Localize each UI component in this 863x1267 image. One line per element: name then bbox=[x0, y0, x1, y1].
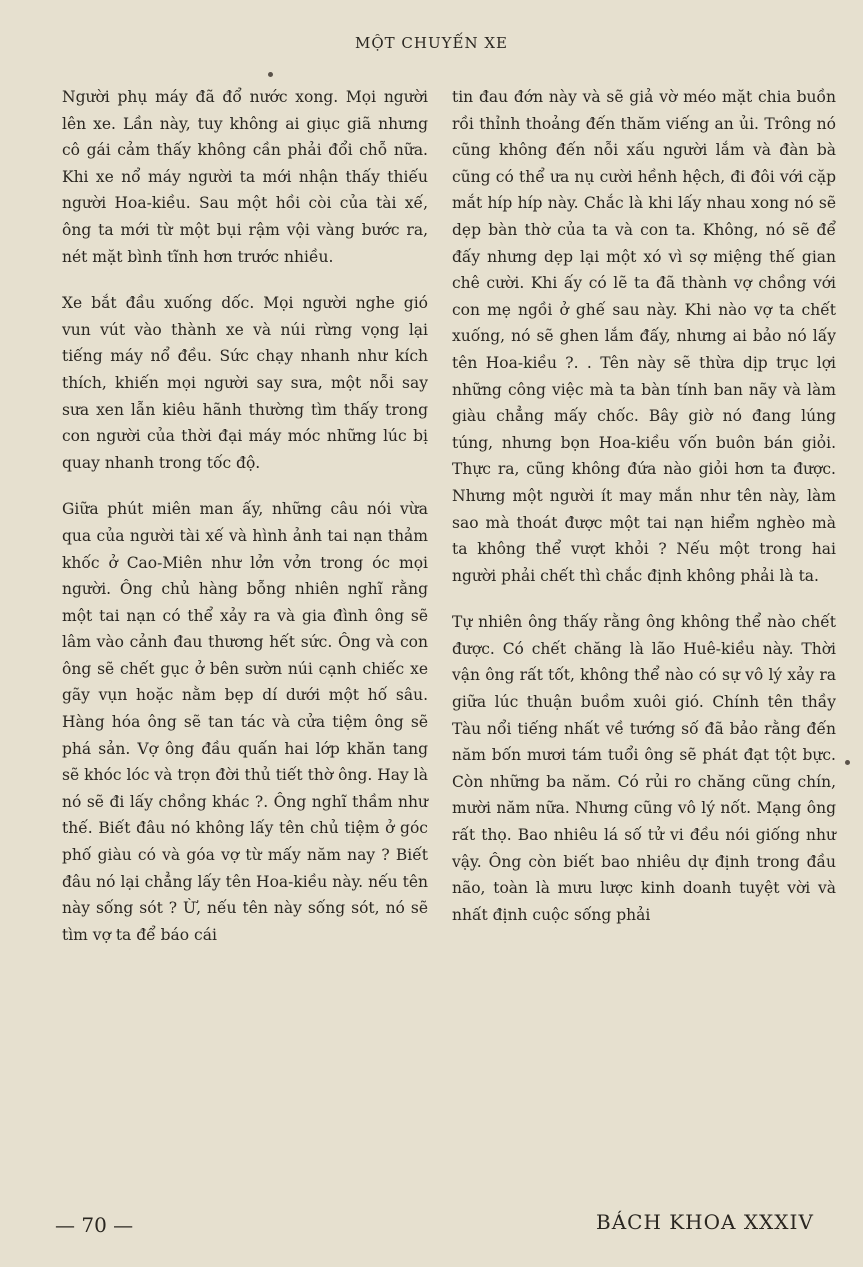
page-number: — 70 — bbox=[55, 1213, 134, 1237]
paragraph: Xe bắt đầu xuống dốc. Mọi người nghe gió vun vút vào thành xe và núi rừng vọng lại tiếng máy nổ đều. Sức chạy nhanh như kích thích, khiến mọi người say sưa, một nỗi say sưa xen lẫn kiêu hãnh thường tìm thấy trong con người của thời đại máy móc những lúc bị quay nhanh trong tốc độ. bbox=[62, 294, 428, 472]
journal-name: BÁCH KHOA XXXIV bbox=[596, 1210, 814, 1234]
print-speck bbox=[845, 760, 850, 765]
paragraph: Giữa phút miên man ấy, những câu nói vừa qua của người tài xế và hình ảnh tai nạn thảm khốc ở Cao-Miên như lởn vởn trong óc mọi người. Ông chủ hàng bỗng nhiên nghĩ rằng một tai nạn có thể xảy ra và gia đình ông sẽ lâm vào cảnh đau thương hết sức. Ông và con ông sẽ chết gục ở bên sườn núi cạnh chiếc xe gãy vụn hoặc nằm bẹp dí dưới một hố sâu. Hàng hóa ông sẽ tan tác và cửa tiệm ông sẽ phá sản. Vợ ông đầu quấn hai lớp khăn tang sẽ khóc lóc và trọn đời thủ tiết thờ ông. Hay là nó sẽ đi lấy chồng khác ?. Ông nghĩ thầm như thế. Biết đâu nó không lấy tên chủ tiệm ở góc phố giàu có và góa vợ từ mấy năm nay ? Biết đâu nó lại chẳng lấy tên Hoa-kiều này. nếu tên này sống sót ? Ừ, nếu tên này sống sót, nó sẽ tìm vợ ta để báo cái bbox=[62, 500, 428, 944]
running-title: MỘT CHUYẾN XE bbox=[354, 34, 508, 52]
paragraph: tin đau đớn này và sẽ giả vờ méo mặt chia buồn rồi thỉnh thoảng đến thăm viếng an ủi. Trông nó cũng không đến nỗi xấu người lắm và đàn bà cũng có thể ưa nụ cười hềnh hệch, đi đôi với cặp mắt híp híp này. Chắc là khi lấy nhau xong nó sẽ dẹp bàn thờ của ta và con ta. Không, nó sẽ để đấy nhưng dẹp lại một xó vì sợ miệng thế gian chê cười. Khi ấy có lẽ ta đã thành vợ chồng với con mẹ ngồi ở ghế sau này. Khi nào vợ ta chết xuống, nó sẽ ghen lắm đấy, nhưng ai bảo nó lấy tên Hoa-kiều ?. . Tên này sẽ thừa dịp trục lợi những công việc mà ta bàn tính ban nãy và làm giàu chẳng mấy chốc. Bây giờ nó đang lúng túng, nhưng bọn Hoa-kiều vốn buôn bán giỏi. Thực ra, cũng không đứa nào giỏi hơn ta được. Nhưng một người ít may mắn như tên này, làm sao mà thoát được một tai nạn hiểm nghèo mà ta không thể vượt khỏi ? Nếu một trong hai người phải chết thì chắc định không phải là ta. bbox=[452, 88, 836, 585]
print-speck bbox=[268, 72, 273, 77]
left-column bbox=[62, 84, 428, 948]
paragraph: Người phụ máy đã đổ nước xong. Mọi người lên xe. Lần này, tuy không ai giục giã nhưng cô gái cảm thấy không cần phải đổi chỗ nữa. Khi xe nổ máy người ta mới nhận thấy thiếu người Hoa-kiều. Sau một hồi còi của tài xế, ông ta mới từ một bụi rậm vội vàng bước ra, nét mặt bình tĩnh hơn trước nhiều. bbox=[62, 88, 428, 266]
right-column bbox=[452, 84, 836, 928]
paragraph: Tự nhiên ông thấy rằng ông không thể nào chết được. Có chết chăng là lão Huê-kiều này. Thời vận ông rất tốt, không thể nào có sự vô lý xảy ra giữa lúc thuận buồm xuôi gió. Chính tên thầy Tàu nổi tiếng nhất về tướng số đã bảo rằng đến năm bốn mươi tám tuổi ông sẽ phát đạt tột bực. Còn những ba năm. Có rủi ro chăng cũng chín, mười năm nữa. Nhưng cũng vô lý nốt. Mạng ông rất thọ. Bao nhiêu lá số tử vi đều nói giống như vậy. Ông còn biết bao nhiêu dự định trong đầu não, toàn là mưu lược kinh doanh tuyệt vời và nhất định cuộc sống phải bbox=[452, 613, 836, 924]
